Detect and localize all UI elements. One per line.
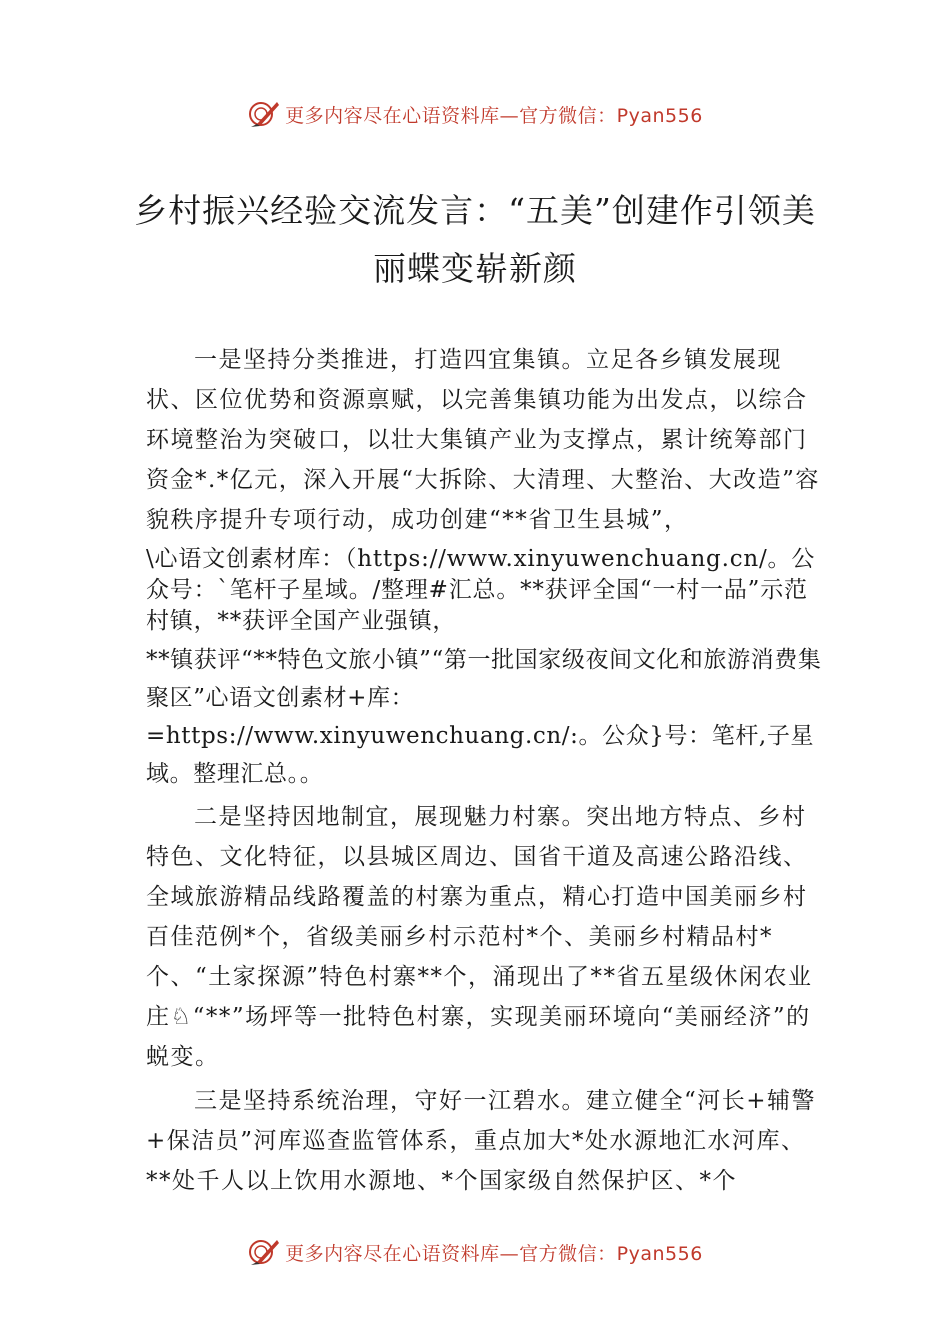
document-body <box>146 340 826 1201</box>
watermark-handle: Pyan556 <box>616 104 703 127</box>
watermark-text: 更多内容尽在心语资料库—官方微信：Pyan556 <box>285 104 703 127</box>
inserted-text-2: **镇获评“**特色文旅小镇”“第一批国家级夜间文化和旅游消费集聚区”心语文创素材+库：=https://www.xinyuwenchuang.cn/:。公众}号：笔杆,子星域。整理汇总。。 <box>146 647 822 787</box>
watermark-text: 更多内容尽在心语资料库—官方微信：Pyan556 <box>285 1242 703 1265</box>
paragraph-2: 二是坚持因地制宜，展现魅力村寨。突出地方特点、乡村特色、文化特征，以县城区周边、国省干道及高速公路沿线、全域旅游精品线路覆盖的村寨为重点，精心打造中国美丽乡村百佳范例*个，省级美丽乡村示范村*个、美丽乡村精品村*个、“土家探源”特色村寨**个，涌现出了**省五星级休闲农业庄♘“**”场坪等一批特色村寨，实现美丽环境向“美丽经济”的蜕变。 <box>146 804 813 1070</box>
watermark-footer <box>0 1232 950 1272</box>
document-title: 乡村振兴经验交流发言：“五美”创建作引领美丽蝶变崭新颜 <box>134 191 816 288</box>
paragraph-1: 一是坚持分类推进，打造四宜集镇。立足各乡镇发展现状、区位优势和资源禀赋，以完善集镇功能为出发点，以综合环境整治为突破口，以壮大集镇产业为支撑点，累计统筹部门资金*.*亿元，深入开展“大拆除、大清理、大整治、大改造”容貌秩序提升专项行动，成功创建“**省卫生县城”， <box>146 347 820 533</box>
watermark-header <box>0 94 950 134</box>
pen-logo-icon <box>247 1235 281 1269</box>
watermark-handle: Pyan556 <box>616 1242 703 1265</box>
inserted-text-1: \心语文创素材库：（https://www.xinyuwenchuang.cn/。公众号：`笔杆子星域。/整理#汇总。**获评全国“一村一品”示范村镇，**获评全国产业强镇， <box>146 546 816 634</box>
paragraph-3: 三是坚持系统治理，守好一江碧水。建立健全“河长+辅警+保洁员”河库巡查监管体系，重点加大*处水源地汇水河库、**处千人以上饮用水源地、*个国家级自然保护区、*个 <box>146 1088 817 1194</box>
pen-logo-icon <box>247 97 281 131</box>
